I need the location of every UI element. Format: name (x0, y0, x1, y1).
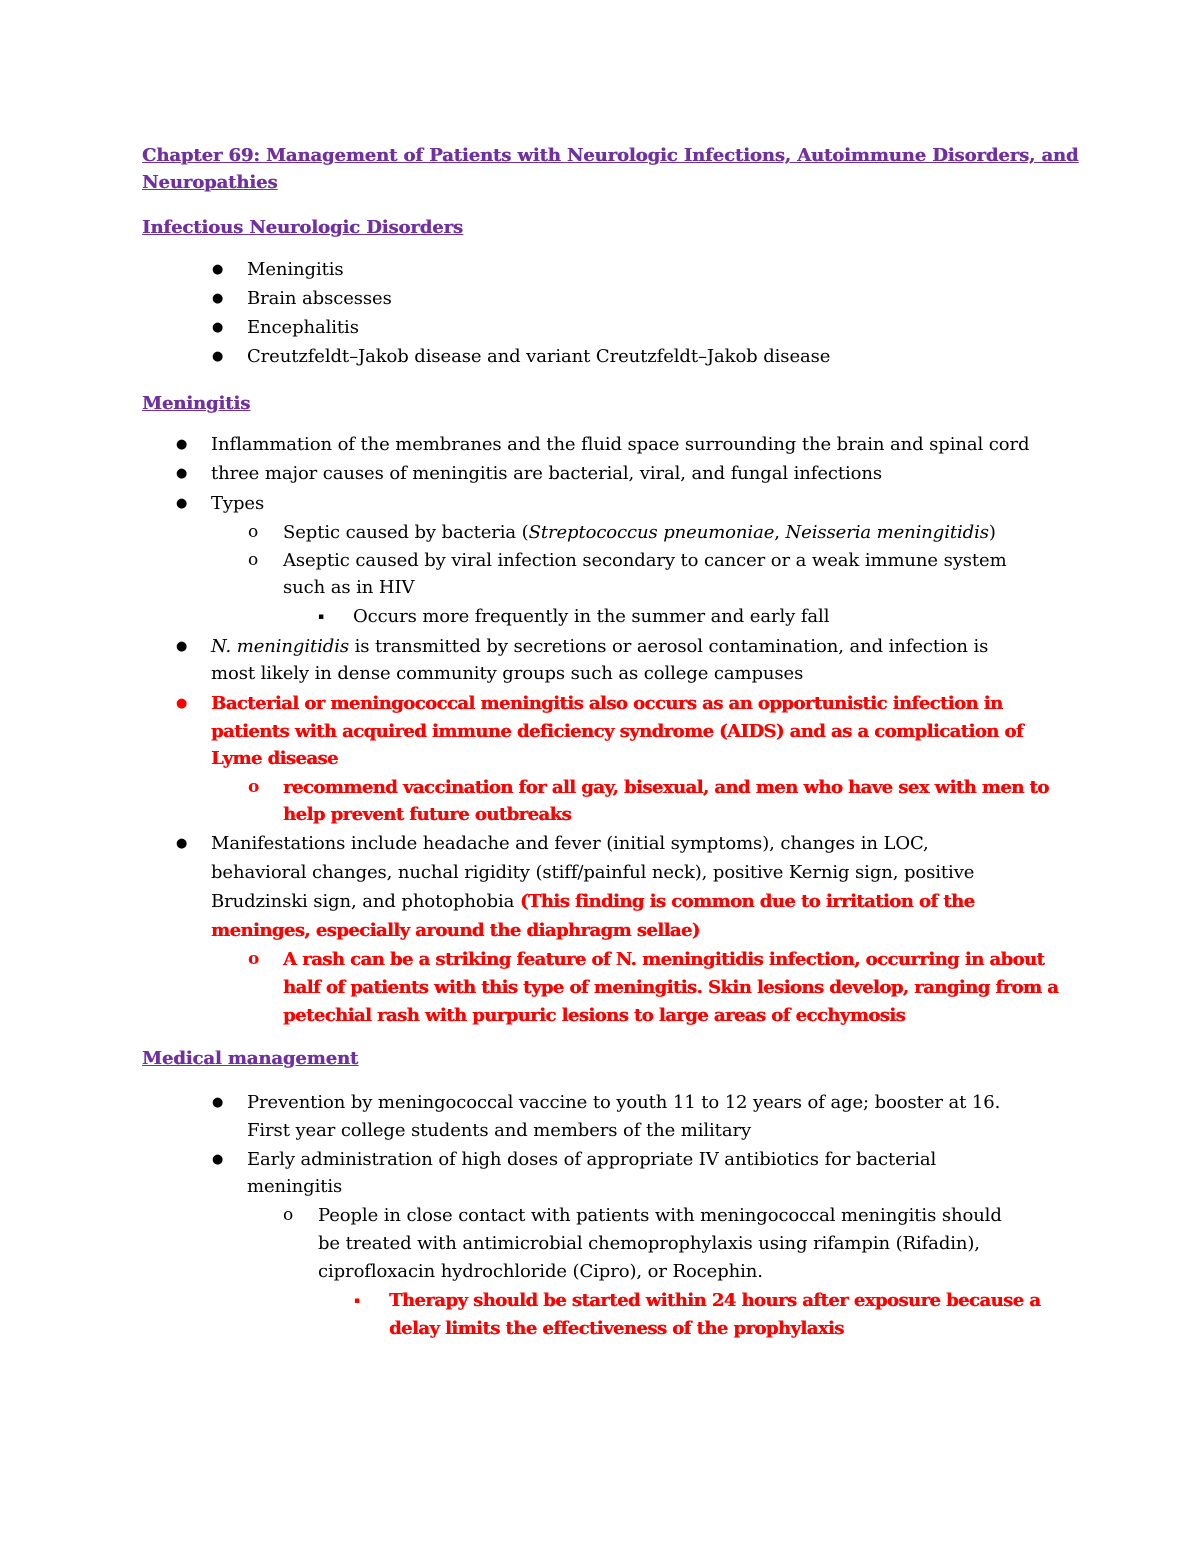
list-item-nmen (211, 633, 988, 660)
bullet-icon (212, 314, 223, 341)
emphasis-line: Bacterial or meningococcal meningitis also occurs as an opportunistic infection in (211, 693, 1003, 714)
septic-text-end: ) (988, 522, 996, 543)
list-item: People in close contact with patients with meningococcal meningitis should (318, 1205, 1002, 1226)
list-item: Meningitis (247, 259, 344, 280)
emphasis-line: Lyme disease (211, 748, 338, 769)
bullet-icon (176, 490, 187, 517)
list-item-cont: meningitis (247, 1176, 343, 1197)
organism-name: Neisseria meningitidis (785, 522, 989, 543)
bullet-icon (176, 690, 187, 717)
list-item: Brain abscesses (247, 288, 392, 309)
organism-name: Streptococcus pneumoniae (528, 522, 775, 543)
list-item-nmen-cont: most likely in dense community groups such as college campuses (211, 663, 804, 684)
list-item: Creutzfeldt–Jakob disease and variant Creutzfeldt–Jakob disease (247, 346, 831, 367)
emphasis-line: petechial rash with purpuric lesions to large areas of ecchymosis (283, 1005, 906, 1026)
section-heading-management: Medical management (142, 1048, 359, 1069)
list-item: Early administration of high doses of appropriate IV antibiotics for bacterial (247, 1149, 937, 1170)
section-heading-meningitis: Meningitis (142, 393, 251, 414)
list-item: Inflammation of the membranes and the fluid space surrounding the brain and spinal cord (211, 434, 1030, 455)
septic-text: Septic caused by bacteria ( (283, 522, 529, 543)
bullet-icon (212, 256, 223, 283)
separator: , (774, 522, 786, 543)
bullet-icon (212, 1089, 223, 1116)
list-item: three major causes of meningitis are bacterial, viral, and fungal infections (211, 463, 883, 484)
nmen-text: is transmitted by secretions or aerosol contamination, and infection is (349, 636, 989, 657)
circle-bullet-icon: o (248, 949, 260, 969)
emphasis-line: delay limits the effectiveness of the prophylaxis (389, 1318, 844, 1339)
square-bullet-icon: ▪ (354, 1296, 361, 1306)
section-heading-infectious: Infectious Neurologic Disorders (142, 217, 463, 238)
emphasis-text: (This finding is common due to irritation of the (519, 891, 975, 912)
chapter-title-line-2: Neuropathies (142, 172, 278, 193)
list-item: Occurs more frequently in the summer and early fall (353, 606, 830, 627)
emphasis-line: Therapy should be started within 24 hours after exposure because a (389, 1290, 1041, 1311)
emphasis-line: A rash can be a striking feature of N. meningitidis infection, occurring in about (283, 949, 1045, 970)
emphasis-line: patients with acquired immune deficiency syndrome (AIDS) and as a complication of (211, 721, 1024, 742)
bullet-icon (212, 285, 223, 312)
list-item: Encephalitis (247, 317, 359, 338)
bullet-icon (212, 343, 223, 370)
circle-bullet-icon: o (248, 522, 259, 542)
bullet-icon (212, 1146, 223, 1173)
emphasis-line: meninges, especially around the diaphragm sellae) (211, 920, 700, 941)
square-bullet-icon: ▪ (318, 612, 325, 622)
list-item-septic (283, 519, 996, 546)
organism-name: N. meningitidis (211, 636, 349, 657)
list-item-cont: ciprofloxacin hydrochloride (Cipro), or Rocephin. (318, 1261, 763, 1282)
bullet-icon (176, 460, 187, 487)
manifestations-text: Brudzinski sign, and photophobia (211, 891, 520, 912)
circle-bullet-icon: o (248, 777, 260, 797)
circle-bullet-icon: o (248, 550, 259, 570)
emphasis-line: half of patients with this type of meningitis. Skin lesions develop, ranging from a (283, 977, 1059, 998)
list-item-manifestations-cont: behavioral changes, nuchal rigidity (stiff/painful neck), positive Kernig sign, positive (211, 862, 975, 883)
circle-bullet-icon: o (283, 1205, 294, 1225)
list-item: Types (211, 493, 265, 514)
list-item-cont: be treated with antimicrobial chemoprophylaxis using rifampin (Rifadin), (318, 1233, 980, 1254)
bullet-icon (176, 431, 187, 458)
list-item-manifestations: Manifestations include headache and fever (initial symptoms), changes in LOC, (211, 833, 929, 854)
list-item: Prevention by meningococcal vaccine to youth 11 to 12 years of age; booster at 16. (247, 1092, 1001, 1113)
emphasis-line: recommend vaccination for all gay, bisexual, and men who have sex with men to (283, 777, 1049, 798)
list-item-aseptic: Aseptic caused by viral infection secondary to cancer or a weak immune system (283, 550, 1007, 571)
list-item-aseptic-cont: such as in HIV (283, 577, 415, 598)
list-item-cont: First year college students and members of the military (247, 1120, 752, 1141)
emphasis-line: help prevent future outbreaks (283, 804, 572, 825)
bullet-icon (176, 633, 187, 660)
chapter-title-line-1: Chapter 69: Management of Patients with Neurologic Infections, Autoimmune Disorders, and (142, 145, 1079, 166)
bullet-icon (176, 830, 187, 857)
list-item-manifestations-cont (211, 888, 974, 915)
